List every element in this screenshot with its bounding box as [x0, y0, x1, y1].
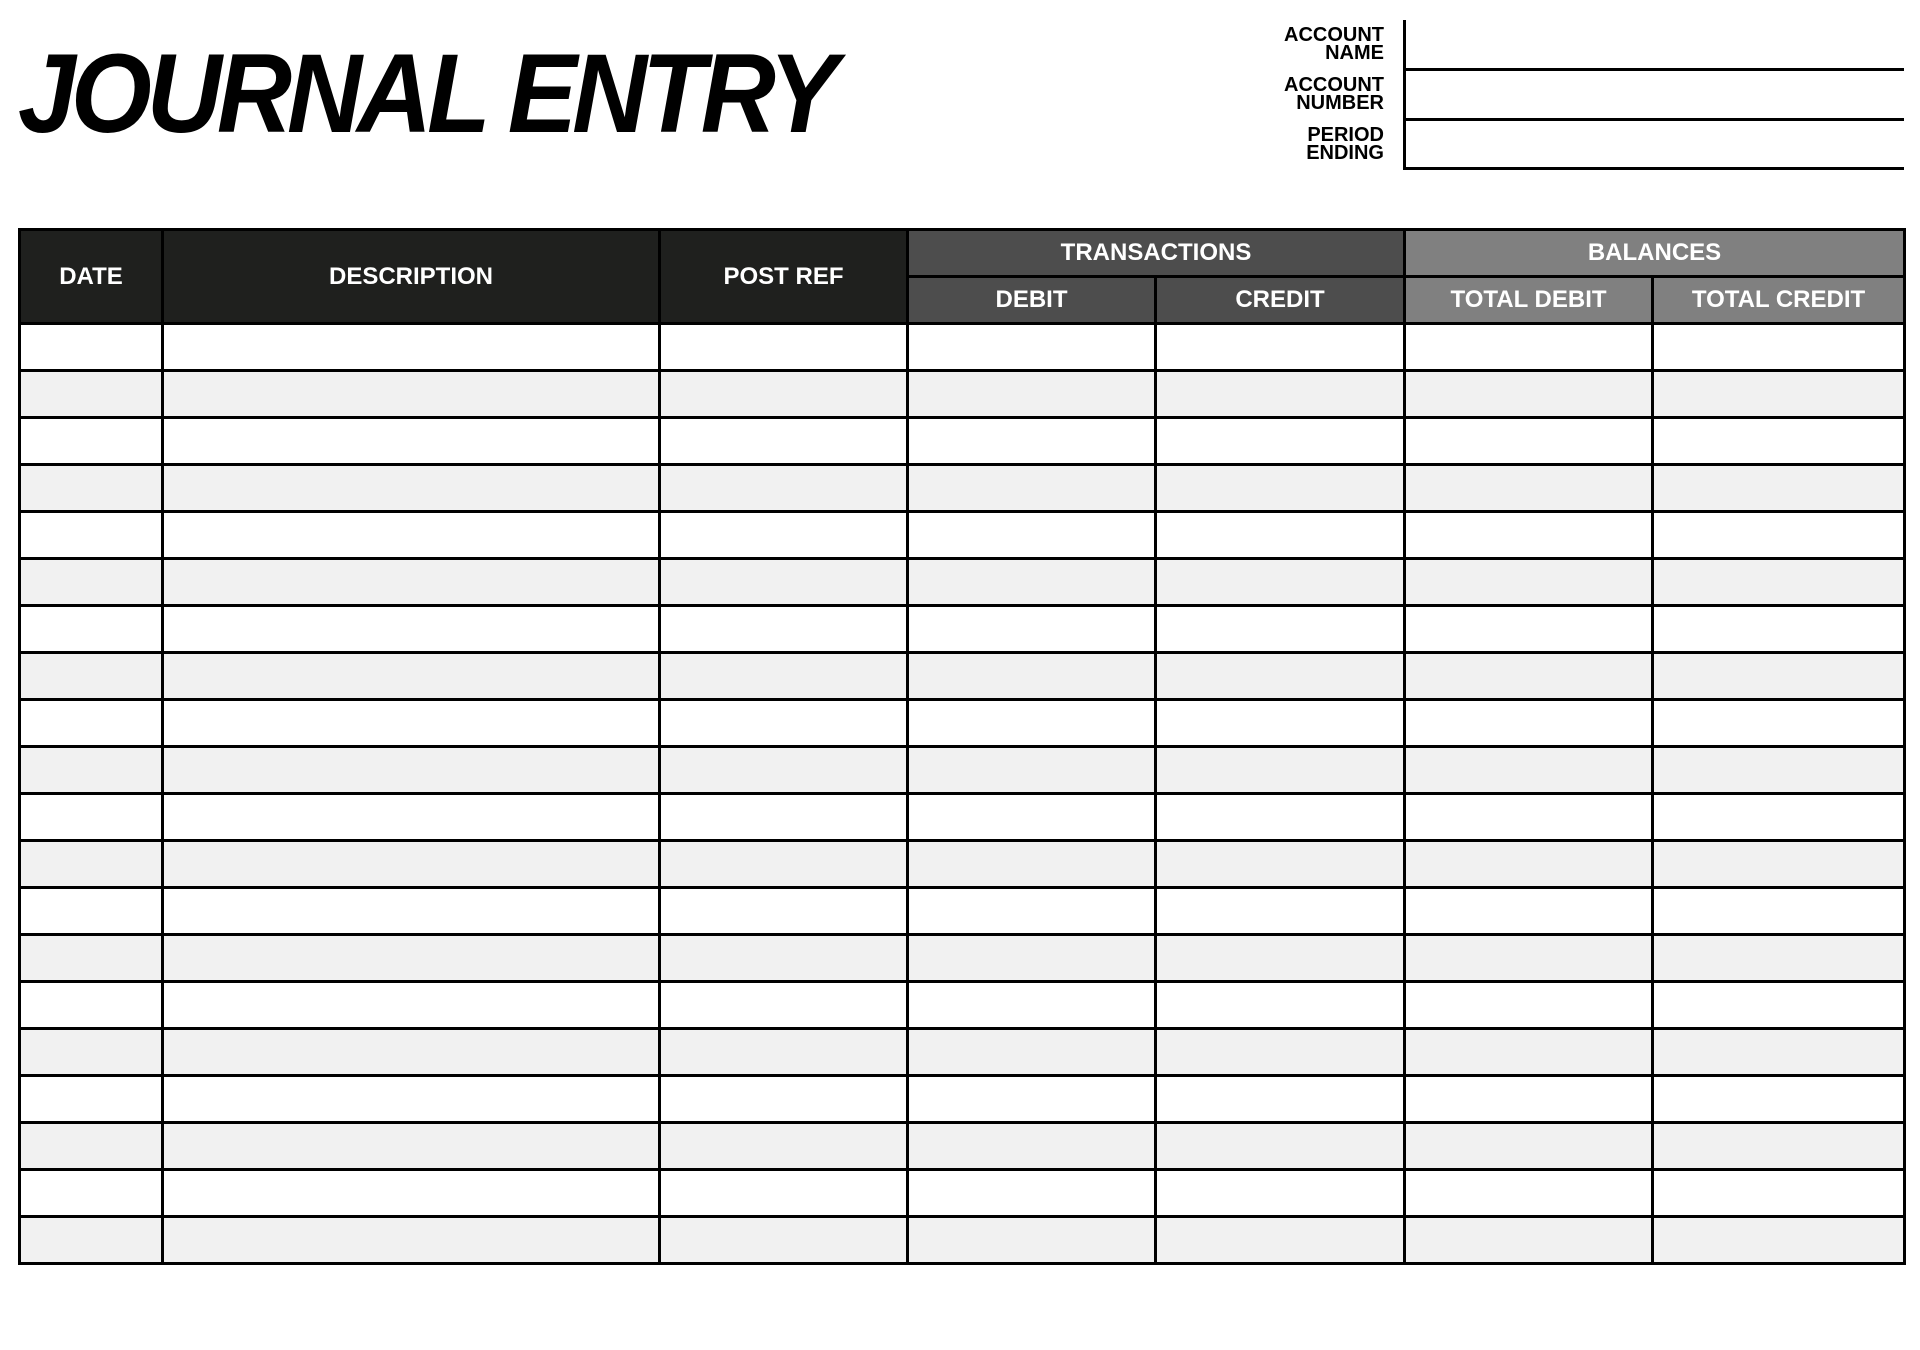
post-ref-cell[interactable]	[660, 418, 908, 465]
debit-cell[interactable]	[908, 935, 1156, 982]
debit-cell[interactable]	[908, 371, 1156, 418]
credit-cell[interactable]	[1156, 559, 1405, 606]
post-ref-cell[interactable]	[660, 512, 908, 559]
date-cell[interactable]	[20, 512, 163, 559]
credit-cell[interactable]	[1156, 794, 1405, 841]
debit-cell[interactable]	[908, 418, 1156, 465]
account-fields-box	[1403, 20, 1904, 170]
table-row	[20, 606, 1905, 653]
post-ref-cell[interactable]	[660, 982, 908, 1029]
credit-cell[interactable]	[1156, 1123, 1405, 1170]
description-cell[interactable]	[163, 982, 660, 1029]
date-cell[interactable]	[20, 371, 163, 418]
description-cell[interactable]	[163, 1123, 660, 1170]
total-debit-cell[interactable]	[1405, 465, 1653, 512]
credit-cell[interactable]	[1156, 1076, 1405, 1123]
total-debit-cell[interactable]	[1405, 559, 1653, 606]
post-ref-cell[interactable]	[660, 1123, 908, 1170]
table-row	[20, 324, 1905, 371]
date-cell[interactable]	[20, 418, 163, 465]
total-credit-cell[interactable]	[1653, 982, 1905, 1029]
debit-cell[interactable]	[908, 1029, 1156, 1076]
credit-cell[interactable]	[1156, 1029, 1405, 1076]
post-ref-cell[interactable]	[660, 1076, 908, 1123]
account-name-field[interactable]	[1406, 68, 1904, 71]
description-cell[interactable]	[163, 1217, 660, 1264]
total-debit-cell[interactable]	[1405, 935, 1653, 982]
total-credit-cell[interactable]	[1653, 841, 1905, 888]
table-row	[20, 559, 1905, 606]
total-debit-cell[interactable]	[1405, 1170, 1653, 1217]
debit-cell[interactable]	[908, 888, 1156, 935]
date-cell[interactable]	[20, 1029, 163, 1076]
table-row	[20, 653, 1905, 700]
table-row	[20, 747, 1905, 794]
account-field-labels	[1270, 26, 1384, 176]
debit-cell[interactable]	[908, 747, 1156, 794]
total-credit-cell[interactable]	[1653, 794, 1905, 841]
column-header-debit: DEBIT	[908, 277, 1156, 324]
total-credit-cell[interactable]	[1653, 606, 1905, 653]
description-cell[interactable]	[163, 747, 660, 794]
total-credit-cell[interactable]	[1653, 512, 1905, 559]
credit-cell[interactable]	[1156, 982, 1405, 1029]
table-row	[20, 888, 1905, 935]
credit-cell[interactable]	[1156, 418, 1405, 465]
total-credit-cell[interactable]	[1653, 324, 1905, 371]
table-row	[20, 794, 1905, 841]
date-cell[interactable]	[20, 794, 163, 841]
credit-cell[interactable]	[1156, 371, 1405, 418]
date-cell[interactable]	[20, 324, 163, 371]
debit-cell[interactable]	[908, 841, 1156, 888]
post-ref-cell[interactable]	[660, 559, 908, 606]
table-row	[20, 512, 1905, 559]
post-ref-cell[interactable]	[660, 324, 908, 371]
date-cell[interactable]	[20, 1170, 163, 1217]
post-ref-cell[interactable]	[660, 935, 908, 982]
date-cell[interactable]	[20, 700, 163, 747]
total-debit-cell[interactable]	[1405, 700, 1653, 747]
period-ending-label: PERIOD ENDING	[1306, 124, 1384, 164]
post-ref-cell[interactable]	[660, 794, 908, 841]
table-row	[20, 982, 1905, 1029]
total-debit-cell[interactable]	[1405, 841, 1653, 888]
date-cell[interactable]	[20, 1217, 163, 1264]
column-header-post-ref: POST REF	[660, 230, 908, 324]
journal-table	[18, 228, 1906, 1265]
description-cell[interactable]	[163, 559, 660, 606]
debit-cell[interactable]	[908, 653, 1156, 700]
date-cell[interactable]	[20, 1076, 163, 1123]
group-header-transactions: TRANSACTIONS	[908, 230, 1405, 277]
table-row	[20, 1170, 1905, 1217]
total-credit-cell[interactable]	[1653, 700, 1905, 747]
date-cell[interactable]	[20, 606, 163, 653]
total-debit-cell[interactable]	[1405, 1076, 1653, 1123]
post-ref-cell[interactable]	[660, 606, 908, 653]
date-cell[interactable]	[20, 559, 163, 606]
date-cell[interactable]	[20, 747, 163, 794]
journal-rows	[20, 324, 1905, 1264]
total-debit-cell[interactable]	[1405, 747, 1653, 794]
credit-cell[interactable]	[1156, 888, 1405, 935]
credit-cell[interactable]	[1156, 747, 1405, 794]
description-cell[interactable]	[163, 653, 660, 700]
description-cell[interactable]	[163, 1029, 660, 1076]
total-credit-cell[interactable]	[1653, 371, 1905, 418]
account-name-label: ACCOUNT NAME	[1284, 24, 1384, 64]
credit-cell[interactable]	[1156, 935, 1405, 982]
debit-cell[interactable]	[908, 794, 1156, 841]
credit-cell[interactable]	[1156, 700, 1405, 747]
description-cell[interactable]	[163, 794, 660, 841]
debit-cell[interactable]	[908, 700, 1156, 747]
group-header-balances: BALANCES	[1405, 230, 1905, 277]
date-cell[interactable]	[20, 982, 163, 1029]
debit-cell[interactable]	[908, 1170, 1156, 1217]
total-debit-cell[interactable]	[1405, 1217, 1653, 1264]
account-number-label: ACCOUNT NUMBER	[1284, 74, 1384, 114]
table-row	[20, 465, 1905, 512]
period-ending-field[interactable]	[1406, 167, 1904, 170]
post-ref-cell[interactable]	[660, 653, 908, 700]
credit-cell[interactable]	[1156, 1170, 1405, 1217]
post-ref-cell[interactable]	[660, 1217, 908, 1264]
date-cell[interactable]	[20, 935, 163, 982]
description-cell[interactable]	[163, 935, 660, 982]
debit-cell[interactable]	[908, 982, 1156, 1029]
total-credit-cell[interactable]	[1653, 559, 1905, 606]
post-ref-cell[interactable]	[660, 465, 908, 512]
total-debit-cell[interactable]	[1405, 418, 1653, 465]
debit-cell[interactable]	[908, 1123, 1156, 1170]
total-credit-cell[interactable]	[1653, 1170, 1905, 1217]
total-debit-cell[interactable]	[1405, 794, 1653, 841]
total-debit-cell[interactable]	[1405, 512, 1653, 559]
table-row	[20, 371, 1905, 418]
total-credit-cell[interactable]	[1653, 1217, 1905, 1264]
credit-cell[interactable]	[1156, 465, 1405, 512]
column-header-total-debit: TOTAL DEBIT	[1405, 277, 1653, 324]
description-cell[interactable]	[163, 418, 660, 465]
description-cell[interactable]	[163, 1076, 660, 1123]
debit-cell[interactable]	[908, 1217, 1156, 1264]
description-cell[interactable]	[163, 606, 660, 653]
description-cell[interactable]	[163, 465, 660, 512]
table-row	[20, 1029, 1905, 1076]
post-ref-cell[interactable]	[660, 747, 908, 794]
post-ref-cell[interactable]	[660, 1170, 908, 1217]
credit-cell[interactable]	[1156, 324, 1405, 371]
column-header-total-credit: TOTAL CREDIT	[1653, 277, 1905, 324]
table-row	[20, 935, 1905, 982]
credit-cell[interactable]	[1156, 1217, 1405, 1264]
total-credit-cell[interactable]	[1653, 418, 1905, 465]
table-row	[20, 1123, 1905, 1170]
total-credit-cell[interactable]	[1653, 935, 1905, 982]
table-row	[20, 700, 1905, 747]
total-credit-cell[interactable]	[1653, 1029, 1905, 1076]
total-debit-cell[interactable]	[1405, 606, 1653, 653]
table-row	[20, 1217, 1905, 1264]
description-cell[interactable]	[163, 841, 660, 888]
column-header-date: DATE	[20, 230, 163, 324]
total-debit-cell[interactable]	[1405, 1123, 1653, 1170]
total-debit-cell[interactable]	[1405, 982, 1653, 1029]
total-debit-cell[interactable]	[1405, 653, 1653, 700]
total-debit-cell[interactable]	[1405, 324, 1653, 371]
credit-cell[interactable]	[1156, 653, 1405, 700]
column-header-credit: CREDIT	[1156, 277, 1405, 324]
post-ref-cell[interactable]	[660, 888, 908, 935]
credit-cell[interactable]	[1156, 606, 1405, 653]
debit-cell[interactable]	[908, 1076, 1156, 1123]
total-credit-cell[interactable]	[1653, 888, 1905, 935]
total-credit-cell[interactable]	[1653, 1123, 1905, 1170]
description-cell[interactable]	[163, 324, 660, 371]
total-credit-cell[interactable]	[1653, 747, 1905, 794]
post-ref-cell[interactable]	[660, 700, 908, 747]
credit-cell[interactable]	[1156, 841, 1405, 888]
table-row	[20, 418, 1905, 465]
debit-cell[interactable]	[908, 512, 1156, 559]
date-cell[interactable]	[20, 888, 163, 935]
total-debit-cell[interactable]	[1405, 371, 1653, 418]
credit-cell[interactable]	[1156, 512, 1405, 559]
post-ref-cell[interactable]	[660, 1029, 908, 1076]
date-cell[interactable]	[20, 465, 163, 512]
debit-cell[interactable]	[908, 324, 1156, 371]
total-credit-cell[interactable]	[1653, 653, 1905, 700]
description-cell[interactable]	[163, 700, 660, 747]
description-cell[interactable]	[163, 1170, 660, 1217]
description-cell[interactable]	[163, 371, 660, 418]
date-cell[interactable]	[20, 841, 163, 888]
page-title: JOURNAL ENTRY	[18, 31, 834, 157]
total-debit-cell[interactable]	[1405, 888, 1653, 935]
debit-cell[interactable]	[908, 559, 1156, 606]
total-credit-cell[interactable]	[1653, 465, 1905, 512]
table-row	[20, 1076, 1905, 1123]
description-cell[interactable]	[163, 888, 660, 935]
total-credit-cell[interactable]	[1653, 1076, 1905, 1123]
post-ref-cell[interactable]	[660, 841, 908, 888]
description-cell[interactable]	[163, 512, 660, 559]
debit-cell[interactable]	[908, 465, 1156, 512]
post-ref-cell[interactable]	[660, 371, 908, 418]
total-debit-cell[interactable]	[1405, 1029, 1653, 1076]
debit-cell[interactable]	[908, 606, 1156, 653]
table-row	[20, 841, 1905, 888]
column-header-description: DESCRIPTION	[163, 230, 660, 324]
date-cell[interactable]	[20, 1123, 163, 1170]
date-cell[interactable]	[20, 653, 163, 700]
account-number-field[interactable]	[1406, 118, 1904, 121]
